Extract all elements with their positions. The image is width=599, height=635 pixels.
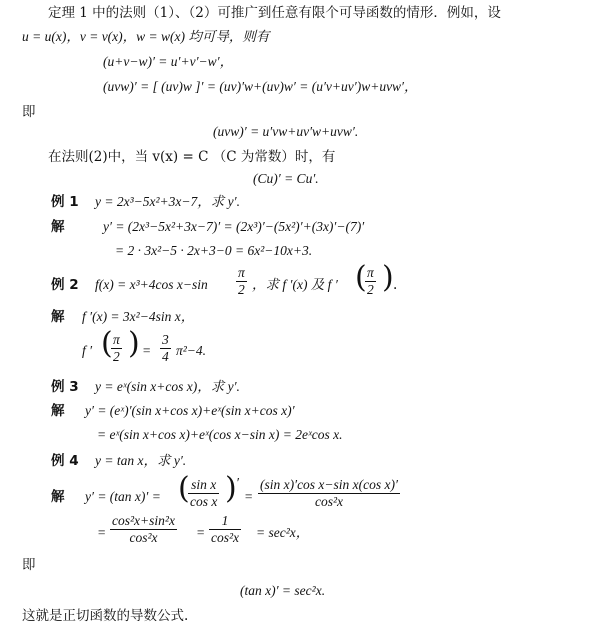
product-rule-expansion: (uvw)′ = [ (uv)w ]′ = (uv)′w+(uv)w′ = (u′v+uv′)w+uvw′，: [103, 79, 418, 94]
fraction-numerator: π: [238, 265, 245, 280]
fraction-numerator: π: [113, 332, 120, 347]
fraction-numerator: cos²x+sin²x: [112, 513, 175, 528]
example-2-question: ，求 f ′(x) 及 f ′: [252, 277, 338, 292]
example-3-text: y = eˣ(sin x+cos x)，求 y′.: [95, 379, 240, 394]
solution-4-label: 解: [51, 489, 65, 505]
constant-case-line: 在法则(2)中，当 v(x) = C （C 为常数）时，有: [48, 149, 336, 165]
example-1-text: y = 2x³−5x²+3x−7，求 y′.: [95, 194, 240, 209]
pi-over-2-fraction-1: [236, 265, 247, 298]
triple-product-formula: (uvw)′ = u′vw+uv′w+uvw′.: [213, 124, 359, 139]
fraction-denominator: 2: [113, 349, 120, 364]
solution-3-label: 解: [51, 403, 65, 419]
example-4-label: 例 4: [51, 453, 79, 469]
solution-1-label: 解: [51, 219, 65, 235]
equals-sign: =: [196, 525, 206, 540]
solution-2-label: 解: [51, 309, 65, 325]
example-2-label: 例 2: [51, 277, 79, 293]
solution-2-line-b: π²−4.: [176, 343, 207, 358]
ji-label-2: 即: [22, 557, 36, 573]
fraction-numerator: π: [367, 265, 374, 280]
tangent-derivative-formula: (tan x)′ = sec²x.: [240, 583, 326, 598]
fraction-denominator: cos²x: [211, 530, 240, 545]
derivative-prime: ′: [236, 475, 239, 490]
constant-multiple-formula: (Cu)′ = Cu′.: [253, 171, 319, 186]
example-3-label: 例 3: [51, 379, 79, 395]
fraction-numerator: 1: [209, 513, 241, 530]
example-1-label: 例 1: [51, 194, 79, 210]
example-2-function: f(x) = x³+4cos x−sin: [95, 277, 208, 292]
solution-3-line-b: = eˣ(sin x+cos x)+eˣ(cos x−sin x) = 2eˣcos x.: [97, 427, 343, 442]
ji-label-1: 即: [22, 104, 36, 120]
example-2-end: .: [393, 277, 398, 293]
solution-2-equals: =: [142, 343, 152, 358]
sum-rule-line: (u+v−w)′ = u′+v′−w′，: [103, 54, 234, 69]
pythagorean-fraction: [110, 513, 177, 546]
one-over-cos-squared-fraction: [209, 513, 241, 546]
closing-sentence: 这就是正切函数的导数公式.: [22, 608, 189, 624]
fraction-denominator: cos²x: [129, 530, 158, 545]
intro-line: 定理 1 中的法则（1）、（2）可推广到任意有限个可导函数的情形．例如，设: [48, 5, 501, 21]
page: 定理 1 中的法则（1）、（2）可推广到任意有限个可导函数的情形．例如，设 u = u(x)，v = v(x)，w = w(x) 均可导，则有 (u+v−w)′ = u′+v′−w′， (uvw)′ = [ (uv)w ]′ = (uv)′w+(uv)w′ = (u′v+uv′)w+uvw′， 即 (uvw)′ = u′vw+uv′w+uvw′. 在法则(2)中，当 v(x) = C （C 为常数）时，有 (Cu)′ = Cu′. 例 1 y = 2x³−5x²+3x−7，求 y′. 解 y′ = (2x³−5x²+3x−7)′ = (2x³)′−(5x²)′+(3x)′−(7)′ = 2 · 3x²−5 · 2x+3−0 = 6x²−10x+3. 例 2 f(x) = x³+4cos x−sin $\frac{\pi}{2}$ ，求 f ′(x) 及 f ′ ( $\frac{\pi}{2}$ ) . 解 f ′(x) = 3x²−4sin x， f ′ ( $\frac{\pi}{2}$ ) = $\frac{3}{4}$ π²−4. 例 3 y = eˣ(sin x+cos x)，求 y′. 解 y′ = (eˣ)′(sin x+cos x)+eˣ(sin x+cos x)′ = eˣ(sin x+cos x)+eˣ(cos x−sin x) = 2eˣcos x. 例 4 y = tan x，求 y′. 解 y′ = (tan x)′ = ( $\frac{\text{sin x}}{\text{cos x}}$ ) ′ = $\frac{\text{(sin x)′cos x−sin x(cos x)′}}{\text{cos²x}}$ = $\frac{\text{cos²x+sin²x}}{\text{cos²x}}$ = $\frac{1}{\text{cos²x}}$ = sec²x， 即 (tan x)′ = sec²x. 这就是正切函数的导数公式.: [22, 5, 501, 624]
assumption-line: u = u(x)，v = v(x)，w = w(x) 均可导，则有: [22, 29, 270, 44]
equals-sign: =: [244, 489, 254, 504]
fraction-numerator: sin x: [188, 477, 219, 494]
fraction-denominator: 4: [162, 349, 169, 364]
solution-4-line-a: y′ = (tan x)′ =: [85, 489, 161, 504]
solution-2-fprime: f ′: [82, 343, 93, 358]
solution-3-line-a: y′ = (eˣ)′(sin x+cos x)+eˣ(sin x+cos x)′: [85, 403, 295, 418]
equals-sign: =: [97, 525, 107, 540]
fraction-denominator: 2: [238, 282, 245, 297]
pi-over-2-fraction-3: [111, 332, 122, 365]
pi-over-2-fraction-2: [365, 265, 376, 298]
solution-1-line-a: y′ = (2x³−5x²+3x−7)′ = (2x³)′−(5x²)′+(3x)′−(7)′: [103, 219, 365, 234]
quotient-rule-fraction: [258, 477, 400, 510]
solution-1-line-b: = 2 · 3x²−5 · 2x+3−0 = 6x²−10x+3.: [115, 243, 313, 258]
solution-4-result: = sec²x，: [256, 525, 310, 540]
solution-2-line-a: f ′(x) = 3x²−4sin x，: [82, 309, 195, 324]
fraction-denominator: cos²x: [314, 494, 343, 509]
fraction-denominator: cos x: [190, 494, 218, 509]
three-quarters-fraction: [160, 332, 171, 365]
fraction-denominator: 2: [367, 282, 374, 297]
fraction-numerator: 3: [162, 332, 169, 347]
sin-over-cos-fraction: [188, 477, 219, 510]
example-4-text: y = tan x，求 y′.: [95, 453, 187, 468]
fraction-numerator: (sin x)′cos x−sin x(cos x)′: [260, 477, 398, 492]
